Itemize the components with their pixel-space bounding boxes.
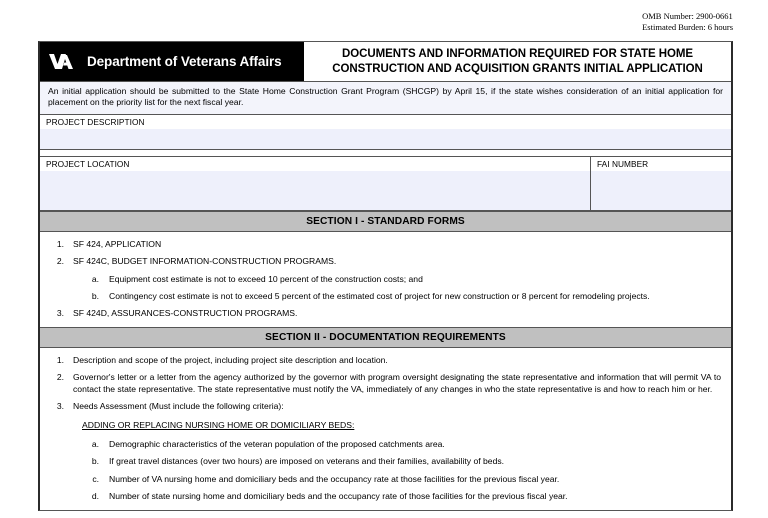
list-marker: 2. (56, 256, 64, 267)
form-header-row (40, 42, 731, 82)
list-item (46, 239, 721, 250)
section-2-criteria-list (46, 439, 721, 503)
list-item (46, 439, 721, 450)
estimated-burden: Estimated Burden: 6 hours (642, 22, 733, 32)
list-text: Description and scope of the project, including project site description and location. (73, 354, 388, 365)
page-title (304, 42, 731, 81)
list-text: Equipment cost estimate is not to exceed 10 percent of the construction costs; and (109, 273, 423, 284)
location-fai-row (40, 157, 731, 211)
list-marker: 3. (56, 401, 64, 412)
page-title-line2: CONSTRUCTION AND ACQUISITION GRANTS INITIAL APPLICATION (332, 62, 703, 75)
list-text: Number of VA nursing home and domiciliary beds and the occupancy rate at those facilities for the previous fiscal year. (109, 473, 560, 484)
field-gap-spacer (40, 150, 731, 157)
list-item (46, 401, 721, 412)
section-2-heading: SECTION II - DOCUMENTATION REQUIREMENTS (40, 327, 731, 348)
list-marker: d. (91, 491, 99, 502)
list-text: SF 424, APPLICATION (73, 238, 162, 249)
project-description-input[interactable] (40, 129, 731, 149)
criteria-group-heading: ADDING OR REPLACING NURSING HOME OR DOMICILIARY BEDS: (82, 420, 355, 431)
list-item (46, 256, 721, 267)
agency-name: Department of Veterans Affairs (87, 54, 282, 69)
project-location-input[interactable] (40, 171, 590, 210)
list-text: Number of state nursing home and domiciliary beds and the occupancy rate of those facilities for the previous fiscal year. (109, 491, 568, 502)
list-marker: 2. (56, 372, 64, 383)
list-item (46, 355, 721, 366)
list-marker: c. (92, 473, 99, 484)
fai-number-field[interactable] (591, 157, 731, 210)
list-text: Needs Assessment (Must include the following criteria): (73, 401, 284, 412)
page-title-line1: DOCUMENTS AND INFORMATION REQUIRED FOR STATE HOME (341, 48, 694, 60)
project-location-label: PROJECT LOCATION (40, 157, 590, 171)
instruction-paragraph: An initial application should be submitted to the State Home Construction Grant Program (SHCGP) by April 15, if the state wishes consideration of an initial application for placement on the priority list for the next fiscal year. (40, 82, 731, 115)
list-item (46, 372, 721, 395)
list-item (46, 491, 721, 502)
project-location-field[interactable] (40, 157, 591, 210)
section-1-subitems (46, 274, 721, 303)
list-marker: 1. (56, 238, 64, 249)
section-2-body (40, 348, 731, 510)
va-brand-block (40, 42, 304, 81)
list-marker: 1. (56, 354, 64, 365)
list-marker: b. (91, 291, 99, 302)
list-marker: b. (91, 456, 99, 467)
project-description-field[interactable] (40, 115, 731, 150)
omb-number: OMB Number: 2900-0661 (642, 11, 733, 21)
va-seal-logo-icon (48, 52, 78, 71)
section-1-heading: SECTION I - STANDARD FORMS (40, 211, 731, 232)
fai-number-input[interactable] (591, 171, 731, 210)
list-marker: 3. (56, 308, 64, 319)
project-description-label: PROJECT DESCRIPTION (40, 115, 731, 129)
section-1-body (40, 232, 731, 327)
list-text: If great travel distances (over two hours) are imposed on veterans and their families, availability of beds. (109, 456, 505, 467)
list-text: SF 424D, ASSURANCES-CONSTRUCTION PROGRAMS. (73, 308, 298, 319)
list-item (46, 456, 721, 467)
fai-number-label: FAI NUMBER (591, 157, 731, 171)
list-text: Contingency cost estimate is not to exceed 5 percent of the estimated cost of project for new construction or 8 percent for remodeling projects. (109, 291, 650, 302)
form-page (38, 41, 733, 511)
list-item (46, 308, 721, 319)
list-marker: a. (91, 273, 99, 284)
list-item (46, 474, 721, 485)
list-text: Governor's letter or a letter from the agency authorized by the governor with program oversight designating the state representative and information that will permit VA to contact the state representative. The state representative must notify the VA, immediately of any changes in who the state representative is and how to reach him or her. (73, 372, 721, 394)
omb-header (642, 11, 733, 33)
list-text: Demographic characteristics of the veteran population of the proposed catchments area. (109, 438, 445, 449)
list-marker: a. (91, 438, 99, 449)
list-text: SF 424C, BUDGET INFORMATION-CONSTRUCTION PROGRAMS. (73, 256, 337, 267)
list-item (46, 274, 721, 285)
list-item (46, 291, 721, 302)
